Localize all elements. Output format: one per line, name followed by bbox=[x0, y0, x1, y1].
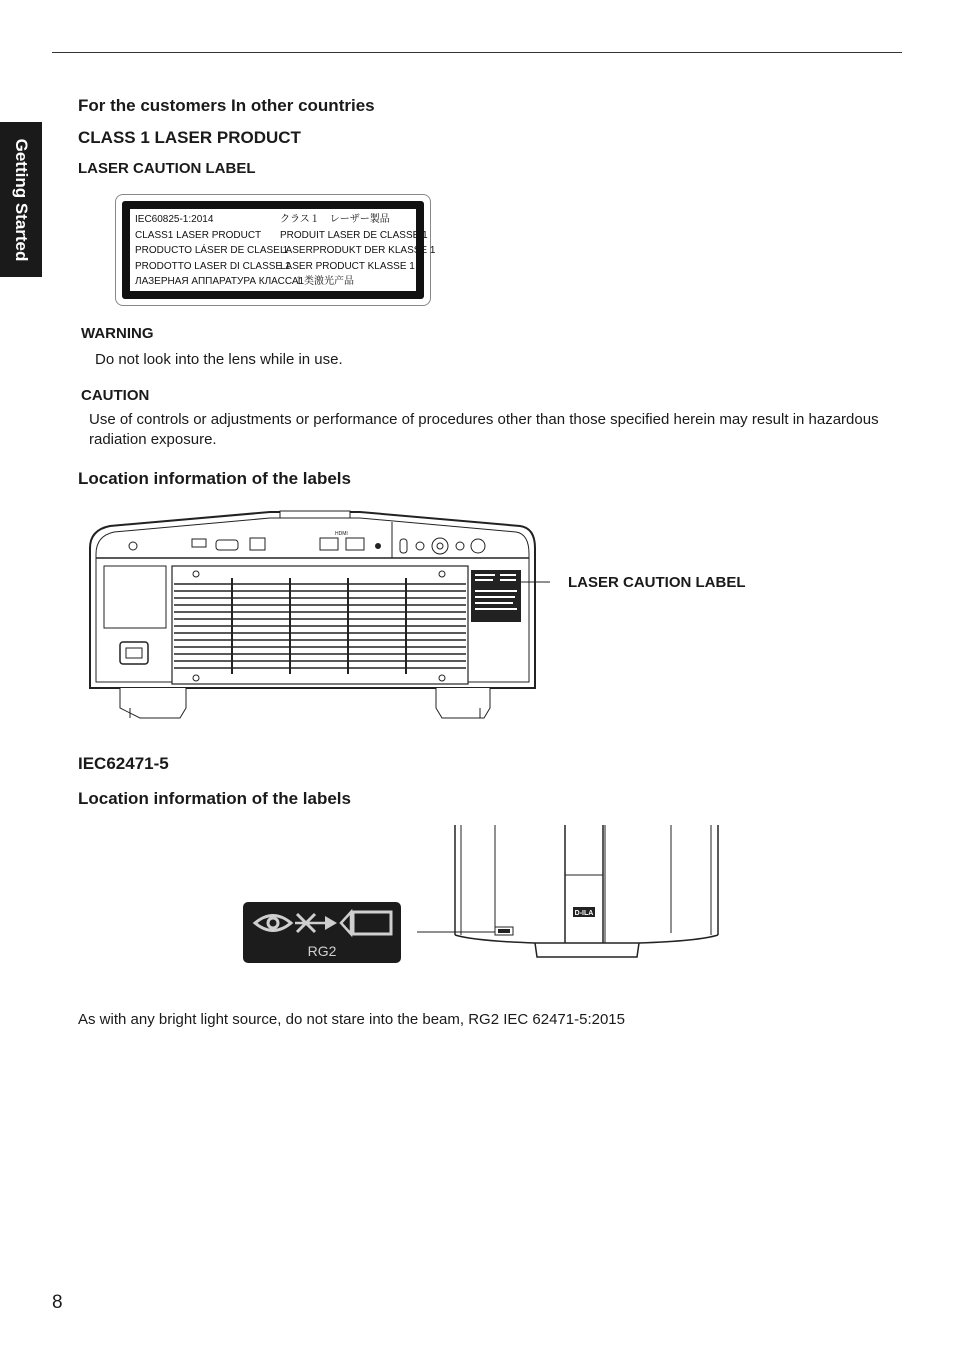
laser-label-line: PRODOTTO LASER DI CLASSE 1 bbox=[135, 260, 291, 272]
callout-laser-caution-label: LASER CAUTION LABEL bbox=[568, 574, 746, 591]
rg2-text: RG2 bbox=[307, 943, 337, 959]
caution-title: CAUTION bbox=[81, 387, 150, 404]
laser-caution-label-image bbox=[115, 194, 436, 306]
laser-label-line: IEC60825-1:2014 bbox=[135, 214, 214, 225]
page-number: 8 bbox=[52, 1292, 63, 1313]
projector-rear-diagram bbox=[80, 508, 550, 724]
heading-laser-caution-label: LASER CAUTION LABEL bbox=[78, 160, 256, 177]
heading-class1: CLASS 1 LASER PRODUCT bbox=[78, 128, 301, 147]
brand-mark: D-ILA bbox=[574, 910, 594, 917]
eye-laser-warning-icon bbox=[251, 908, 395, 938]
laser-label-left-column bbox=[135, 212, 304, 290]
laser-label-line: LASERPRODUKT DER KLASSE 1 bbox=[280, 245, 436, 256]
laser-label-right-column bbox=[280, 212, 435, 290]
laser-label-line: LASER PRODUCT KLASSE 1 bbox=[280, 260, 415, 272]
heading-other-countries: For the customers In other countries bbox=[78, 96, 375, 115]
rg2-label-image bbox=[243, 902, 401, 963]
side-tab bbox=[0, 122, 42, 277]
top-rule bbox=[52, 52, 902, 53]
warning-title: WARNING bbox=[81, 325, 154, 342]
location-heading-2: Location information of the labels bbox=[78, 789, 351, 808]
projector-front-diagram bbox=[415, 825, 725, 960]
hdmi-label: HDMI bbox=[335, 531, 348, 537]
side-tab-label: Getting Started bbox=[12, 138, 31, 261]
location-heading-1: Location information of the labels bbox=[78, 469, 351, 488]
iec-heading: IEC62471-5 bbox=[78, 754, 169, 773]
laser-label-line: １类激光产品 bbox=[294, 276, 354, 287]
laser-label-line: クラス１ レーザー製品 bbox=[280, 214, 390, 225]
caution-text: Use of controls or adjustments or performance of procedures other than those specified herein may result in hazardous radiation exposure. bbox=[89, 411, 879, 448]
footer-text: As with any bright light source, do not stare into the beam, RG2 IEC 62471-5:2015 bbox=[78, 1011, 625, 1028]
laser-label-line: ЛАЗЕРНАЯ АППАРАТУРА КЛАССА1 bbox=[135, 276, 305, 287]
laser-label-line: PRODUCTO LÁSER DE CLASE 1 bbox=[135, 245, 289, 256]
laser-label-line: PRODUIT LASER DE CLASSE 1 bbox=[280, 229, 428, 241]
warning-text: Do not look into the lens while in use. bbox=[95, 351, 343, 368]
laser-label-line: CLASS1 LASER PRODUCT bbox=[135, 229, 262, 241]
